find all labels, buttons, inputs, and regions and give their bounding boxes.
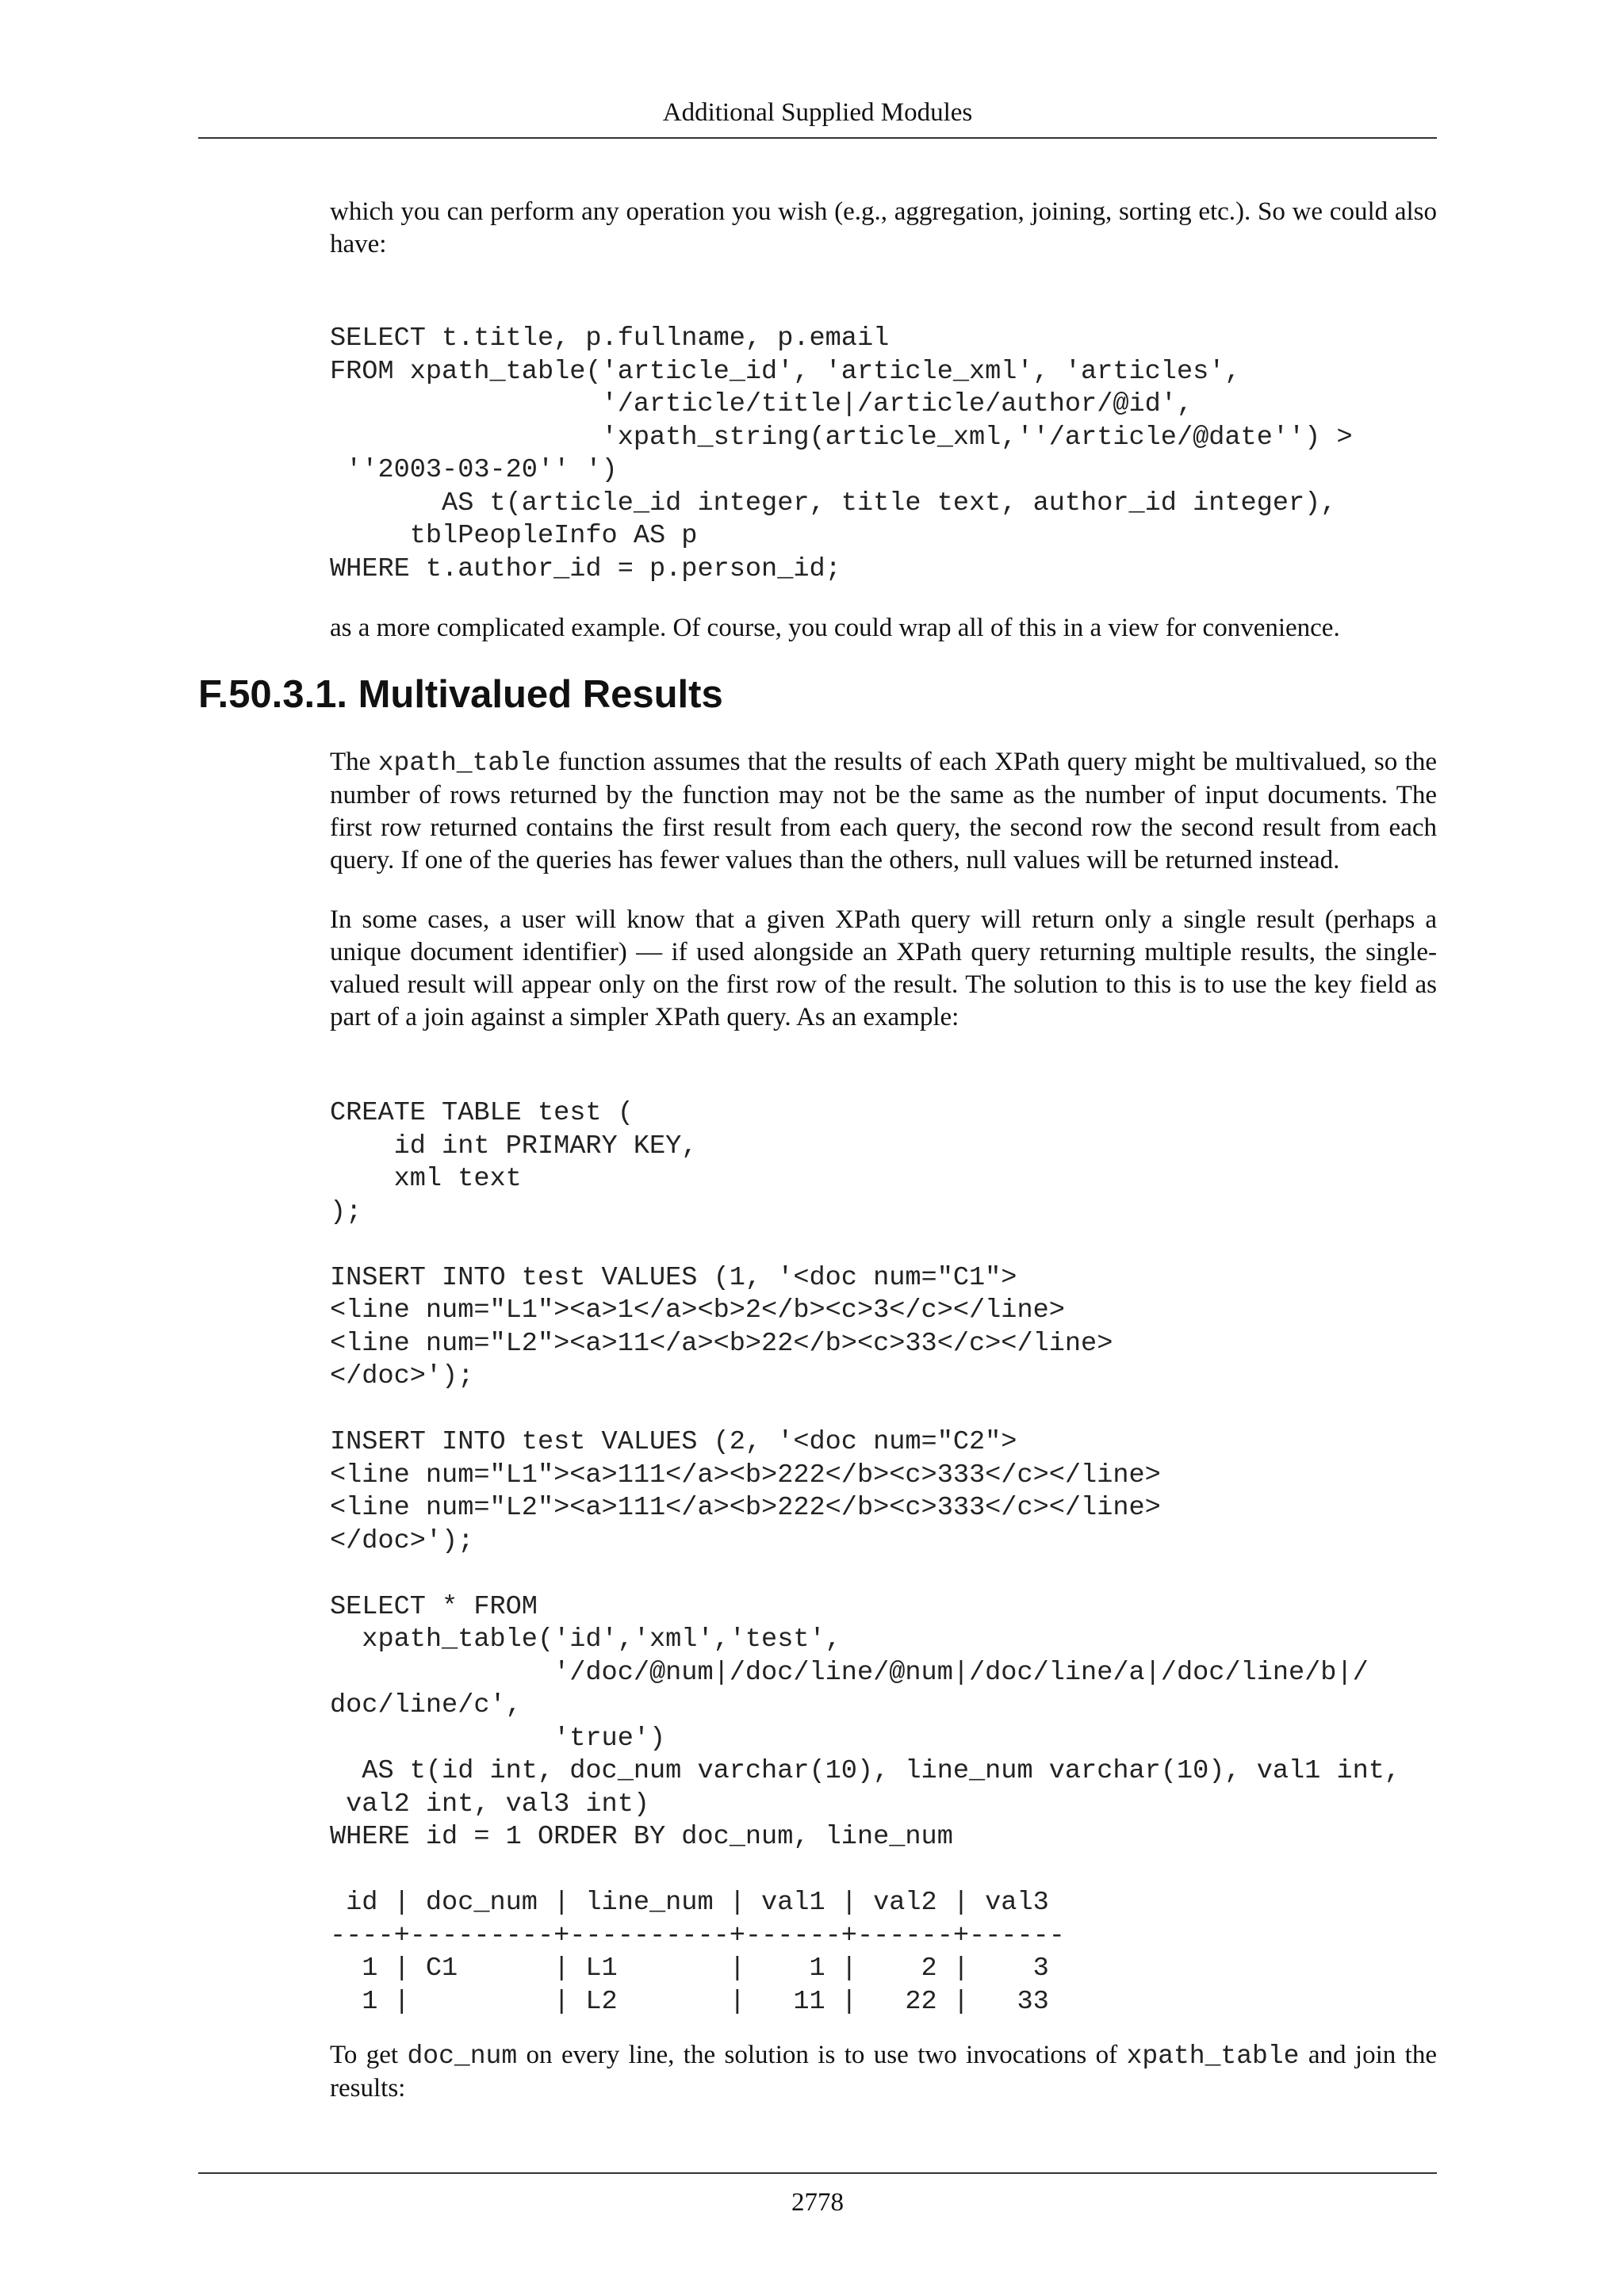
header-divider [198,137,1437,139]
intro-paragraph: which you can perform any operation you wish (e.g., aggregation, joining, sorting etc.). So we could also have: [330,197,1437,258]
text-run: The [330,748,378,776]
text-run: on every line, the solution is to use two invocations of [517,2041,1127,2069]
page-header-title: Additional Supplied Modules [662,98,973,127]
code-block-xpath-join: SELECT t.title, p.fullname, p.email FROM xpath_table('article_id', 'article_xml', 'articles', '/article/title|/article/author/@id', 'xpath_string(article_xml,''/article/@date'') > ''2003-03-20'' ') AS t(article_id integer, title text, author_id integer), tblPeopleInfo AS p WHERE t.author_id = p.person_id; [330,323,1353,584]
inline-code-xpath-table: xpath_table [377,748,551,778]
final-paragraph [330,2039,1437,2105]
code-block-multivalued-example: CREATE TABLE test ( id int PRIMARY KEY, xml text ); INSERT INTO test VALUES (1, '<doc num="C1"> <line num="L1"><a>1</a><b>2</b><c>3</c></line> <line num="L2"><a>11</a><b>22</b><c>33</c></line> </doc>'); INSERT INTO test VALUES (2, '<doc num="C2"> <line num="L1"><a>111</a><b>222</b><c>333</c></line> <line num="L2"><a>111</a><b>222</b><c>333</c></line> </doc>'); SELECT * FROM xpath_table('id','xml','test', '/doc/@num|/doc/line/@num|/doc/line/a|/doc/line/b|/ doc/line/c', 'true') AS t(id int, doc_num varchar(10), line_num varchar(10), val1 int, val2 int, val3 int) WHERE id = 1 ORDER BY doc_num, line_num id | doc_num | line_num | val1 | val2 | val3 ----+---------+----------+------+------+------ 1 | C1 | L1 | 1 | 2 | 3 1 | | L2 | 11 | 22 | 33 [330,1098,1401,2017]
footer-divider [198,2172,1437,2174]
multivalued-paragraph-1 [330,746,1437,877]
after-code-paragraph: as a more complicated example. Of course, you could wrap all of this in a view for convenience. [330,614,1340,642]
section-heading: F.50.3.1. Multivalued Results [198,673,723,716]
text-run: To get [330,2041,408,2069]
multivalued-paragraph-2: In some cases, a user will know that a given XPath query will return only a single result (perhaps a unique document identifier) — if used alongside an XPath query returning multiple results, the single-valued result will appear only on the first row of the result. The solution to this is to use the key field as part of a join against a simpler XPath query. As an example: [330,905,1437,1031]
inline-code-xpath-table: xpath_table [1126,2042,1300,2071]
inline-code-doc-num: doc_num [407,2042,518,2071]
page-number: 2778 [791,2188,844,2217]
text-run: function assumes that the results of each XPath query might be multivalued, so the number of rows returned by the function may not be the same as the number of input documents. The first row returned contains the first result from each query, the second row the second result from each query. If one of the queries has fewer values than the others, null values will be returned instead. [330,748,1437,874]
text-run: and join the results: [330,2041,1437,2103]
